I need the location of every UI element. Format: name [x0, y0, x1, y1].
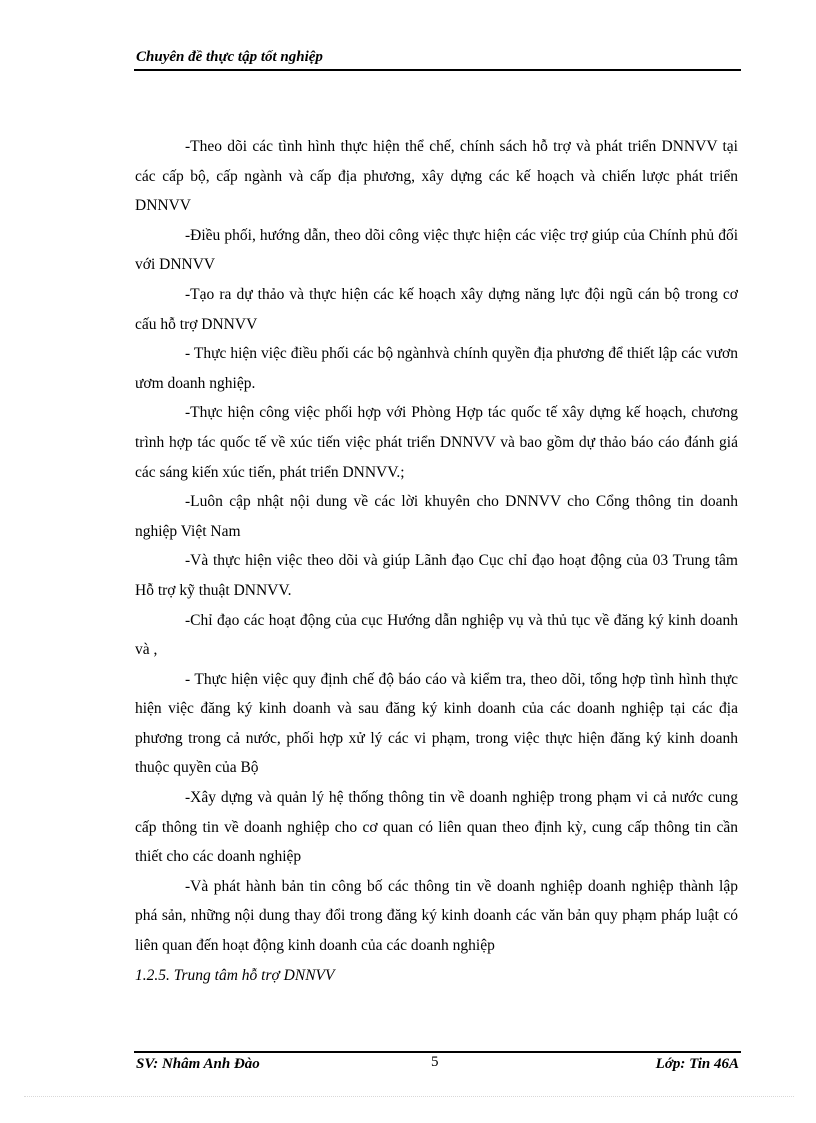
header-divider: [134, 69, 741, 71]
footer-student-name: SV: Nhâm Anh Đào: [136, 1056, 260, 1072]
paragraph: - Thực hiện việc điều phối các bộ ngànhvà chính quyền địa phương để thiết lập các vươn ươm doanh nghiệp.: [135, 345, 738, 392]
paragraph: -Luôn cập nhật nội dung về các lời khuyên cho DNNVV cho Cổng thông tin doanh nghiệp Việt Nam: [135, 493, 738, 540]
footer-class-label: Lớp: Tin 46A: [655, 1056, 739, 1072]
section-heading: 1.2.5. Trung tâm hỗ trợ DNNVV: [135, 967, 335, 984]
body-text: [135, 132, 738, 961]
footer-divider: [134, 1051, 741, 1053]
paragraph: -Tạo ra dự thảo và thực hiện các kế hoạch xây dựng năng lực đội ngũ cán bộ trong cơ cấu hỗ trợ DNNVV: [135, 285, 738, 333]
page-bottom-edge: [24, 1096, 794, 1097]
page-number: 5: [431, 1054, 439, 1070]
paragraph: -Và thực hiện việc theo dõi và giúp Lãnh đạo Cục chỉ đạo hoạt động của 03 Trung tâm Hỗ trợ kỹ thuật DNNVV.: [135, 552, 738, 599]
paragraph: -Và phát hành bản tin công bố các thông tin về doanh nghiệp doanh nghiệp thành lập phá sản, những nội dung thay đổi trong đăng ký kinh doanh các văn bản quy phạm pháp luật có liên quan đến hoạt động kinh doanh của các doanh nghiệp: [135, 877, 738, 955]
paragraph: -Thực hiện công việc phối hợp với Phòng Hợp tác quốc tế xây dựng kế hoạch, chương trình hợp tác quốc tế về xúc tiến việc phát triển DNNVV và bao gồm dự thảo báo cáo đánh giá các sáng kiến xúc tiến, phát triển DNNVV.;: [135, 404, 738, 481]
header-title: Chuyên đề thực tập tốt nghiệp: [136, 49, 323, 65]
paragraph: - Thực hiện việc quy định chế độ báo cáo và kiểm tra, theo dõi, tổng hợp tình hình thực hiện việc đăng ký kinh doanh và sau đăng ký kinh doanh của các doanh nghiệp tại các địa phương trong cả nước, phối hợp xử lý các vi phạm, trong việc thực hiện đăng ký kinh doanh thuộc quyền của Bộ: [135, 670, 738, 777]
paragraph: -Chỉ đạo các hoạt động của cục Hướng dẫn nghiệp vụ và thủ tục về đăng ký kinh doanh và ,: [135, 611, 738, 659]
paragraph: -Xây dựng và quản lý hệ thống thông tin về doanh nghiệp trong phạm vi cả nước cung cấp thông tin về doanh nghiệp cho cơ quan có liên quan theo định kỳ, cung cấp thông tin cần thiết cho các doanh nghiệp: [135, 789, 738, 866]
paragraph: -Điều phối, hướng dẫn, theo dõi công việc thực hiện các việc trợ giúp của Chính phủ đối với DNNVV: [135, 226, 738, 274]
paragraph: -Theo dõi các tình hình thực hiện thể chế, chính sách hỗ trợ và phát triển DNNVV tại các cấp bộ, cấp ngành và cấp địa phương, xây dựng các kế hoạch và chiến lược phát triển DNNVV: [135, 138, 738, 215]
